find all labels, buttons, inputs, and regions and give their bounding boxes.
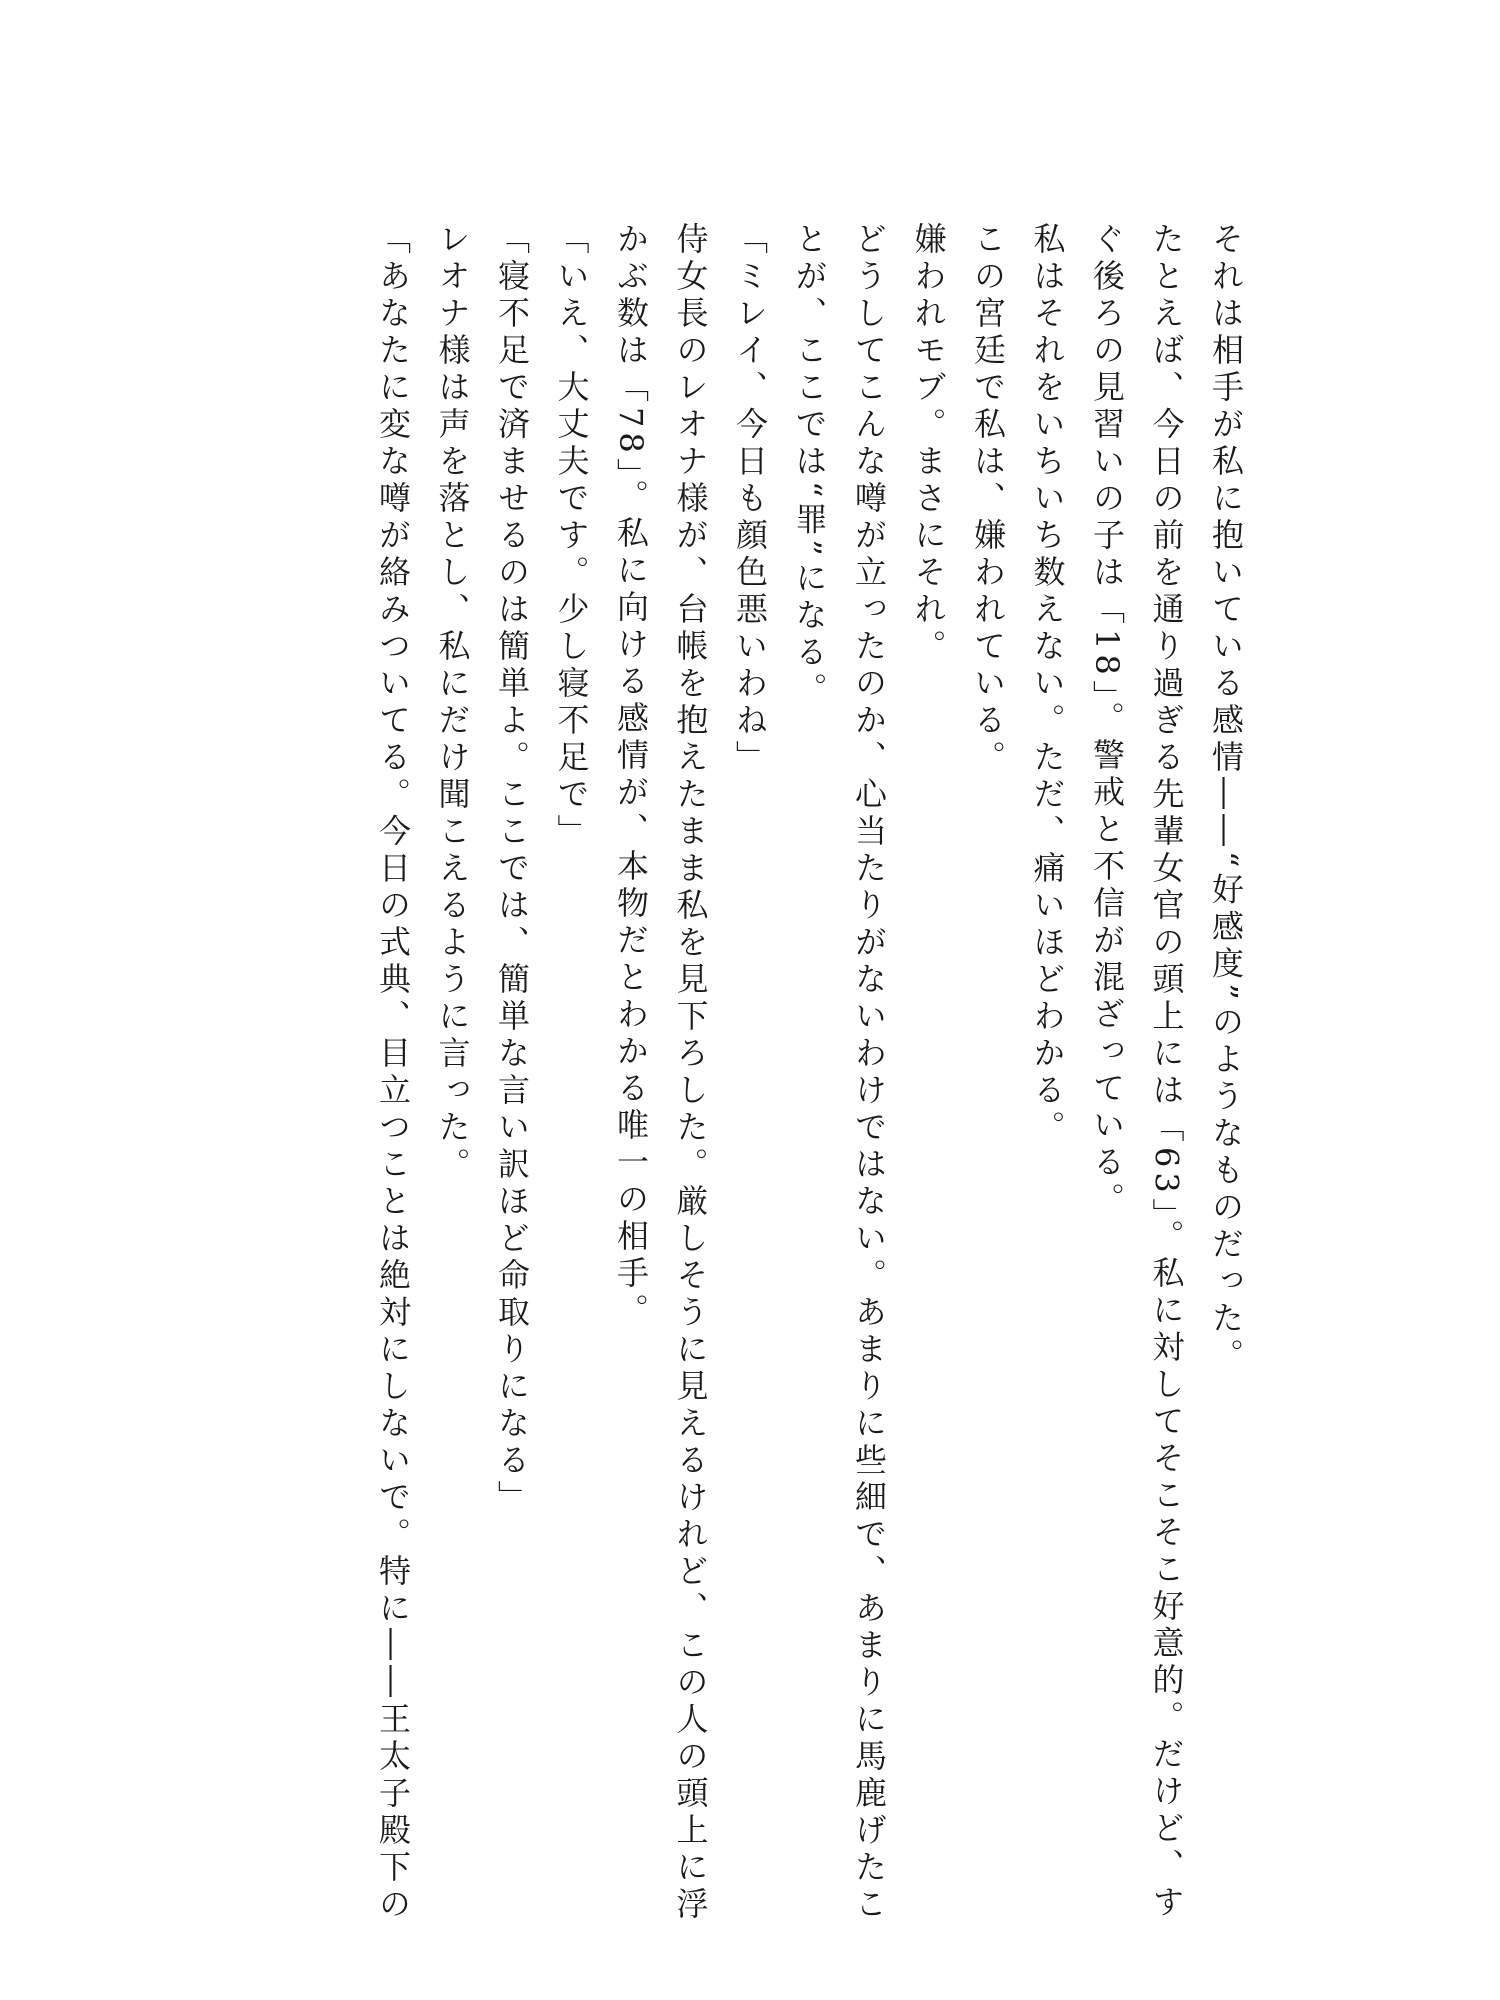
text-line: ぐ後ろの見習いの子は「18」。警戒と不信が混ざっている。 (1088, 222, 1126, 1219)
text-line: 「寝不足で済ませるのは簡単よ。ここでは、簡単な言い訳ほど命取りになる」 (493, 222, 531, 1517)
text-line: 「いえ、大丈夫です。少し寝不足で」 (552, 222, 591, 851)
text-line: 私はそれをいちいち数えない。ただ、痛いほどわかる。 (1028, 222, 1067, 1147)
text-line: たとえば、今日の前を通り過ぎる先輩女官の頭上には「63」。私に対してそこそこ好意的。だけど、す (1147, 222, 1186, 1922)
text-line: それは相手が私に抱いている感情――“好感度”のようなものだった。 (1207, 222, 1245, 1375)
text-line: この宮廷で私は、嫌われている。 (969, 222, 1007, 777)
text-line: とが、ここでは“罪”になる。 (790, 222, 829, 709)
text-line: 侍女長のレオナ様が、台帳を抱えたまま私を見下ろした。厳しそうに見えるけれど、この人の頭上に浮 (671, 222, 710, 1924)
vertical-text-body (363, 222, 1256, 1924)
text-line: 嫌われモブ。まさにそれ。 (909, 222, 948, 666)
text-line: レオナ様は声を落とし、私にだけ聞こえるように言った。 (433, 222, 472, 1184)
text-line: かぶ数は「78」。私に向ける感情が、本物だとわかる唯一の相手。 (612, 222, 650, 1330)
text-line: どうしてこんな噂が立ったのか、心当たりがないわけではない。あまりに些細で、あまりに馬鹿げたこ (850, 222, 888, 1924)
text-line: 「あなたに変な噂が絡みついてる。今日の式典、目立つことは絶対にしないで。特に――王太子殿下の (374, 222, 412, 1924)
text-line: 「ミレイ、今日も顔色悪いわね」 (731, 222, 769, 777)
